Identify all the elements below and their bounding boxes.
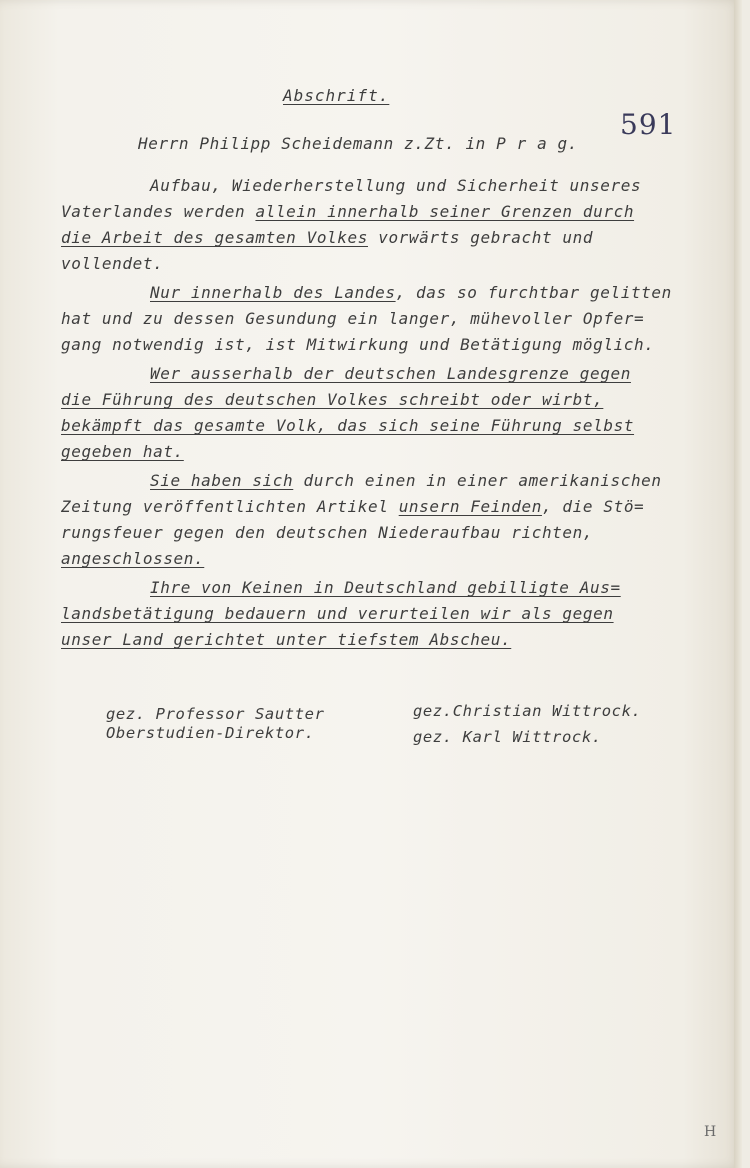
paragraph-5-line-3: unser Land gerichtet unter tiefstem Abscheu. (61, 630, 512, 649)
p2-l1-underlined: Nur innerhalb des Landes (150, 283, 396, 302)
paragraph-5-line-1: Ihre von Keinen in Deutschland gebilligte Aus= (150, 578, 621, 597)
p1-l3-text: vorwärts gebracht und (367, 228, 594, 247)
addressee-line: Herrn Philipp Scheidemann z.Zt. in P r a g. (138, 134, 579, 153)
paragraph-3-line-3: bekämpft das gesamte Volk, das sich seine Führung selbst (61, 416, 635, 435)
document-title: Abschrift. (283, 86, 390, 105)
page-number: 591 (620, 108, 677, 141)
paragraph-3-line-2: die Führung des deutschen Volkes schreibt oder wirbt, (61, 390, 604, 409)
p4-l2-underlined: unsern Feinden (398, 497, 542, 516)
paragraph-3-line-1: Wer ausserhalb der deutschen Landesgrenze gegen (150, 364, 631, 383)
paragraph-4-line-1 (150, 471, 662, 490)
paragraph-2-line-1 (150, 283, 672, 302)
paragraph-1-line-3 (61, 228, 593, 247)
signature-right-line-2: gez. Karl Wittrock. (413, 728, 602, 746)
paragraph-1-line-2 (61, 202, 634, 221)
paragraph-5-line-2: landsbetätigung bedauern und verurteilen wir als gegen (61, 604, 614, 623)
paragraph-3-line-4: gegeben hat. (61, 442, 184, 461)
p4-l1-text: durch einen in einer amerikanischen (293, 471, 662, 490)
p1-l3-underlined: die Arbeit des gesamten Volkes (61, 228, 368, 247)
signature-left-line-1: gez. Professor Sautter (106, 705, 325, 723)
p1-l2-text: Vaterlandes werden (61, 202, 256, 221)
paragraph-4-line-3: rungsfeuer gegen den deutschen Niederaufbau richten, (61, 523, 594, 542)
paragraph-1-line-1: Aufbau, Wiederherstellung und Sicherheit unseres (150, 176, 642, 195)
p2-l1-text: , das so furchtbar gelitten (395, 283, 672, 302)
signature-right-line-1: gez.Christian Wittrock. (413, 702, 642, 720)
corner-mark: H (704, 1124, 717, 1140)
p4-l2-text-b: , die Stö= (541, 497, 645, 516)
p1-l2-underlined: allein innerhalb seiner Grenzen durch (255, 202, 635, 221)
paragraph-2-line-3: gang notwendig ist, ist Mitwirkung und Betätigung möglich. (61, 335, 655, 354)
paragraph-4-line-2 (61, 497, 644, 516)
paragraph-1-line-4: vollendet. (61, 254, 164, 273)
paragraph-4-line-4: angeschlossen. (61, 549, 205, 568)
signature-left-line-2: Oberstudien-Direktor. (106, 724, 315, 742)
p4-l1-underlined: Sie haben sich (150, 471, 294, 490)
p4-l2-text-a: Zeitung veröffentlichten Artikel (61, 497, 399, 516)
paragraph-2-line-2: hat und zu dessen Gesundung ein langer, mühevoller Opfer= (61, 309, 645, 328)
page-edge (734, 0, 742, 1168)
